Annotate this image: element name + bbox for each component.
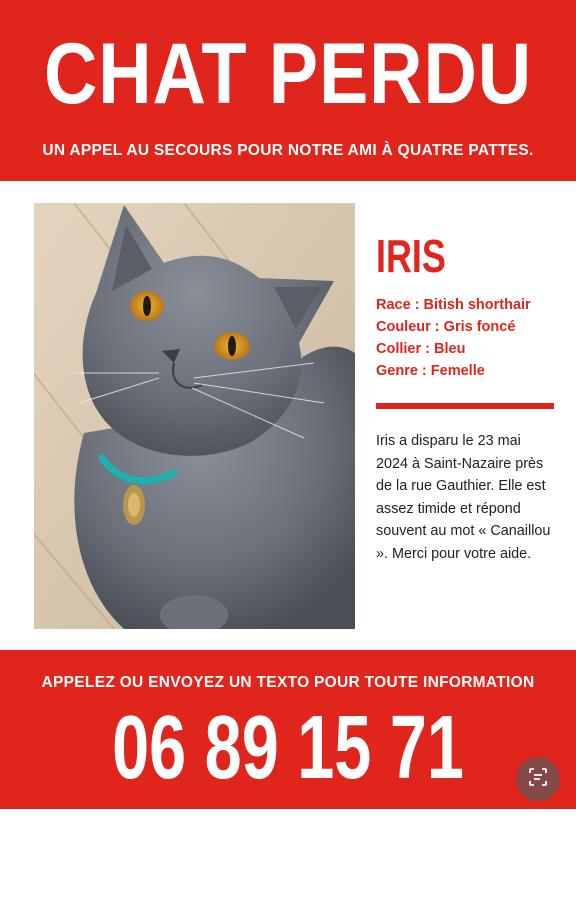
scan-text-button[interactable] [516, 757, 560, 801]
poster-title: CHAT PERDU [44, 26, 532, 122]
cat-photo [34, 203, 355, 629]
phone-number[interactable]: 06 89 15 71 03 [112, 698, 464, 898]
attr-collier: Collier : Bleu [376, 341, 466, 357]
cat-attributes [376, 294, 556, 382]
cat-description: Iris a disparu le 23 mai 2024 à Saint-Nazaire près de la rue Gauthier. Elle est assez timide et répond souvent au mot « Canaillou ». Merci pour votre aide. [376, 433, 551, 562]
footer-banner [0, 650, 576, 898]
attr-genre: Genre : Femelle [376, 363, 485, 379]
attr-couleur: Couleur : Gris foncé [376, 319, 516, 335]
scan-text-icon [528, 767, 548, 792]
call-to-action: APPELEZ OU ENVOYEZ UN TEXTO POUR TOUTE INFORMATION [41, 674, 535, 691]
cat-name: IRIS [376, 230, 446, 282]
header-banner [0, 0, 576, 181]
poster-subtitle: UN APPEL AU SECOURS POUR NOTRE AMI À QUATRE PATTES. [42, 142, 534, 159]
cat-info [376, 226, 556, 382]
attr-race: Race : Bitish shorthair [376, 297, 531, 313]
divider [376, 403, 554, 409]
